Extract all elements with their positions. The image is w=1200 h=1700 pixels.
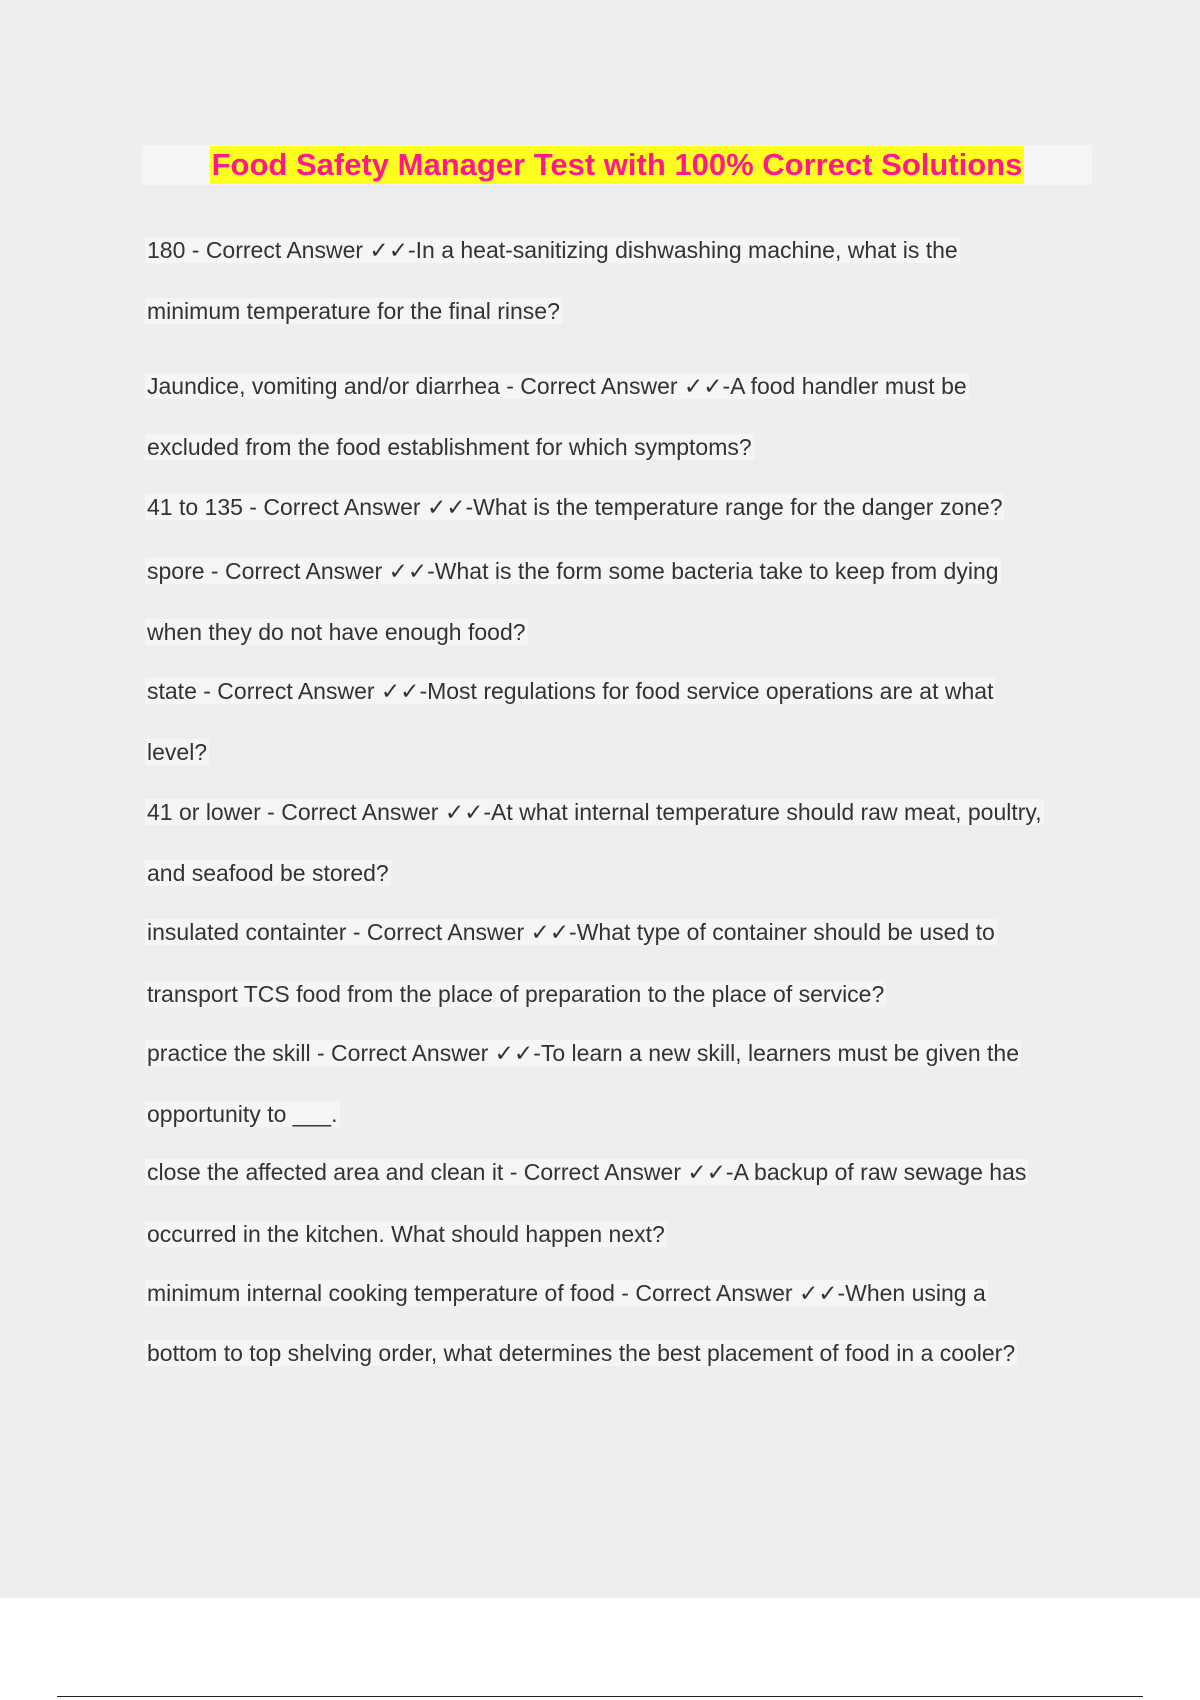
text-line: [145, 1278, 988, 1308]
text-line-content: close the affected area and clean it - Correct Answer ✓✓-A backup of raw sewage has: [147, 1159, 1027, 1185]
text-line-content: insulated containter - Correct Answer ✓✓-What type of container should be used to: [147, 919, 995, 945]
text-line-content: opportunity to ___.: [147, 1101, 338, 1127]
text-line-content: minimum internal cooking temperature of food - Correct Answer ✓✓-When using a: [147, 1280, 986, 1306]
text-line: [145, 1338, 1017, 1368]
title-band: [142, 145, 1092, 185]
text-line: [145, 492, 1004, 522]
text-line: [145, 556, 1001, 586]
text-line: [145, 676, 995, 706]
text-line-content: 180 - Correct Answer ✓✓-In a heat-sanitizing dishwashing machine, what is the: [147, 237, 958, 263]
text-line: [145, 1219, 667, 1249]
text-line-content: minimum temperature for the final rinse?: [147, 298, 560, 324]
text-line: [145, 617, 528, 647]
text-line-content: state - Correct Answer ✓✓-Most regulations for food service operations are at what: [147, 678, 994, 704]
text-line-content: spore - Correct Answer ✓✓-What is the form some bacteria take to keep from dying: [147, 558, 999, 584]
text-line: [145, 296, 562, 326]
text-line: [145, 1157, 1028, 1187]
document-title: Food Safety Manager Test with 100% Correct Solutions: [211, 147, 1023, 182]
text-line-content: transport TCS food from the place of preparation to the place of service?: [147, 981, 885, 1007]
footer-divider: [57, 1696, 1143, 1697]
text-line: [145, 979, 886, 1009]
text-line: [145, 737, 209, 767]
text-line-content: occurred in the kitchen. What should happen next?: [147, 1221, 665, 1247]
text-line: [145, 432, 754, 462]
text-line-content: bottom to top shelving order, what determines the best placement of food in a cooler?: [147, 1340, 1016, 1366]
text-line-content: excluded from the food establishment for which symptoms?: [147, 434, 752, 460]
text-line: [145, 858, 391, 888]
text-line: [145, 371, 969, 401]
text-line: [145, 235, 960, 265]
text-line-content: practice the skill - Correct Answer ✓✓-To learn a new skill, learners must be given the: [147, 1040, 1019, 1066]
text-line-content: and seafood be stored?: [147, 860, 389, 886]
text-line-content: level?: [147, 739, 208, 765]
text-line-content: 41 to 135 - Correct Answer ✓✓-What is the temperature range for the danger zone?: [147, 494, 1003, 520]
text-line: [145, 797, 1044, 827]
text-line-content: when they do not have enough food?: [147, 619, 526, 645]
text-line: [145, 1099, 340, 1129]
text-line: [145, 917, 997, 947]
text-line: [145, 1038, 1021, 1068]
text-line-content: 41 or lower - Correct Answer ✓✓-At what internal temperature should raw meat, poultry,: [147, 799, 1042, 825]
text-line-content: Jaundice, vomiting and/or diarrhea - Correct Answer ✓✓-A food handler must be: [147, 373, 967, 399]
